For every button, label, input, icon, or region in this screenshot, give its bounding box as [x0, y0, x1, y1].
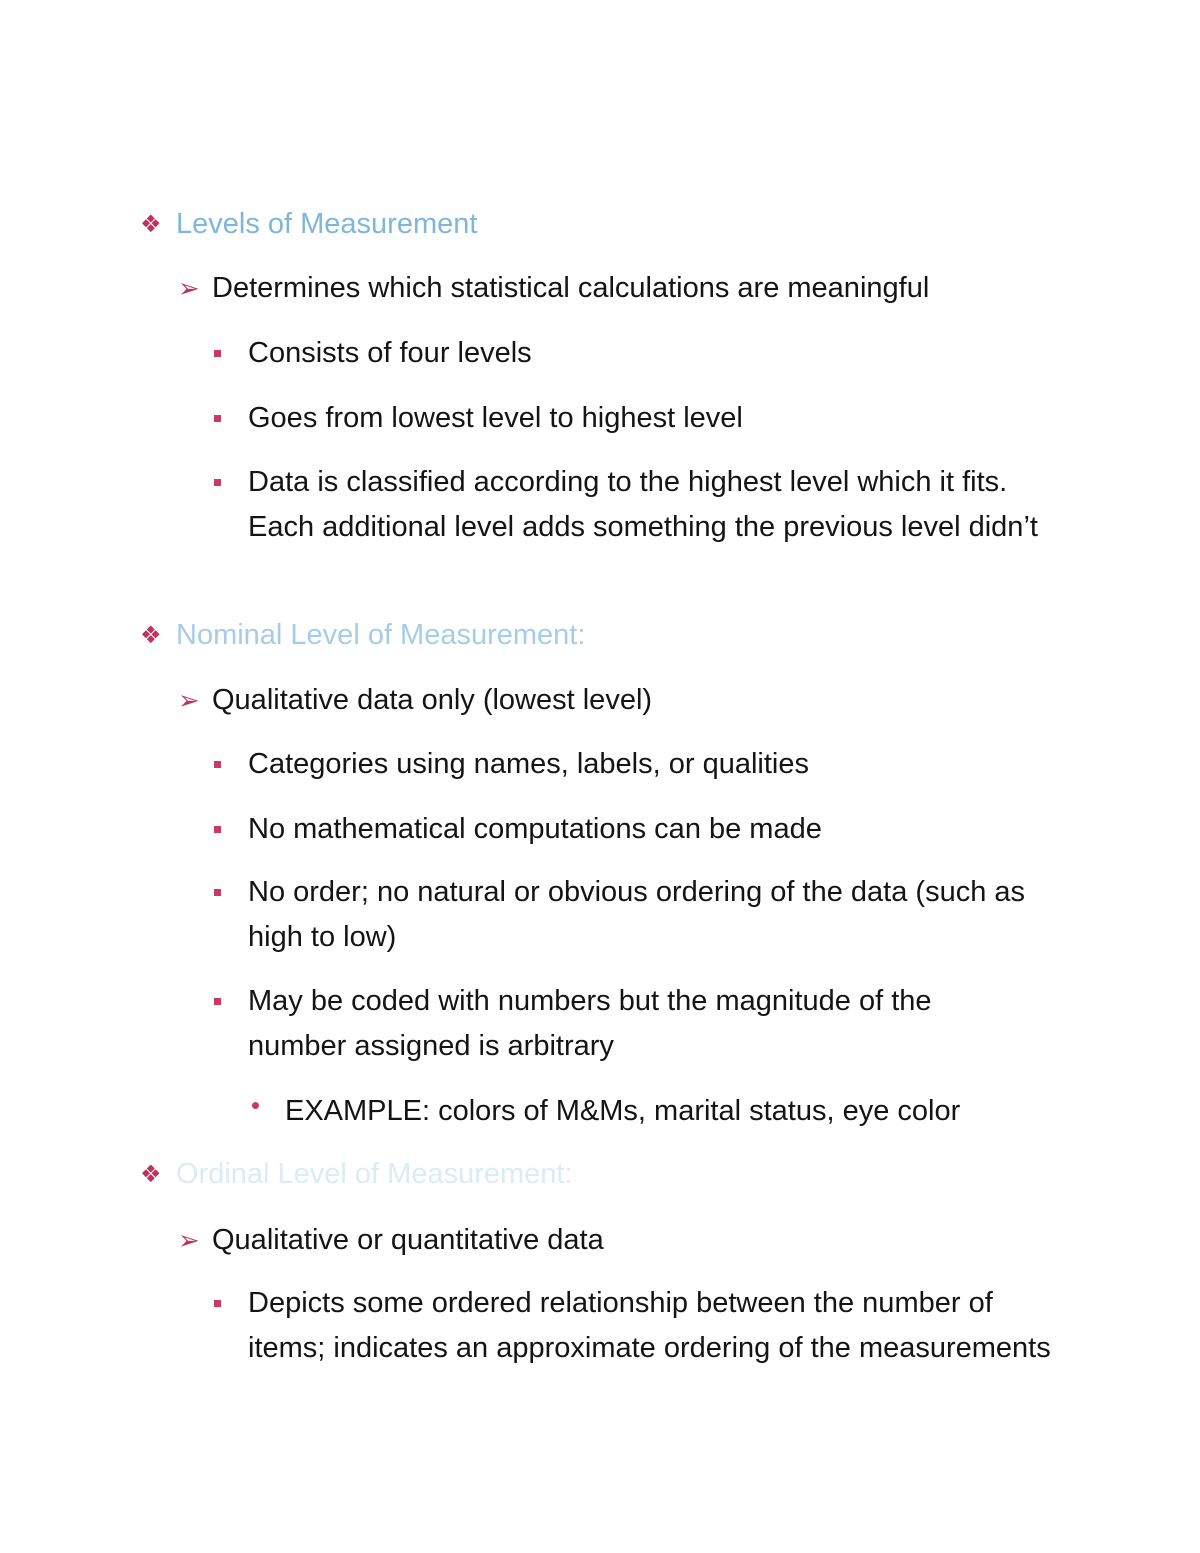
- diamond-star-icon: ❖: [140, 211, 162, 238]
- section-heading: Nominal Level of Measurement:: [176, 619, 586, 651]
- heading-row: [140, 613, 585, 658]
- square-bullet-icon: [214, 826, 221, 833]
- square-bullet-icon: [214, 350, 221, 357]
- square-bullet-icon: [214, 479, 221, 486]
- square-bullet-icon: [214, 1300, 221, 1307]
- detail-text: No order; no natural or obvious ordering of the data (such as high to low): [248, 876, 1026, 953]
- detail-item: [214, 807, 1068, 852]
- section-heading: Levels of Measurement: [176, 208, 478, 240]
- point-text: Determines which statistical calculations are meaningful: [212, 272, 930, 304]
- diamond-star-icon: ❖: [140, 1161, 162, 1188]
- detail-text: No mathematical computations can be made: [248, 813, 822, 845]
- heading-row: [140, 202, 477, 247]
- point-row: [178, 1218, 604, 1263]
- detail-text: Categories using names, labels, or qualities: [248, 748, 809, 780]
- point-text: Qualitative or quantitative data: [212, 1224, 604, 1256]
- square-bullet-icon: [214, 889, 221, 896]
- detail-item: [214, 979, 1008, 1069]
- example-item: [252, 1089, 960, 1134]
- detail-text: Consists of four levels: [248, 337, 532, 369]
- point-text: Qualitative data only (lowest level): [212, 684, 653, 716]
- detail-item: [214, 396, 1068, 441]
- square-bullet-icon: [214, 761, 221, 768]
- heading-row: [140, 1152, 573, 1197]
- detail-text: Data is classified according to the highest level which it fits. Each additional level adds something the previous level didn’t: [248, 466, 1038, 543]
- example-text: EXAMPLE: colors of M&Ms, marital status, eye color: [285, 1095, 961, 1127]
- section-heading: Ordinal Level of Measurement:: [176, 1158, 573, 1190]
- dot-bullet-icon: [252, 1102, 259, 1109]
- point-row: [178, 678, 652, 723]
- diamond-star-icon: ❖: [140, 622, 162, 649]
- arrowhead-icon: ➢: [178, 685, 200, 715]
- detail-text: Goes from lowest level to highest level: [248, 402, 743, 434]
- detail-item: [214, 870, 1068, 960]
- detail-item: [214, 331, 1068, 376]
- arrowhead-icon: ➢: [178, 1225, 200, 1255]
- detail-text: May be coded with numbers but the magnitude of the number assigned is arbitrary: [248, 985, 932, 1062]
- point-row: [178, 266, 929, 311]
- arrowhead-icon: ➢: [178, 273, 200, 303]
- detail-item: [214, 1281, 1068, 1371]
- detail-item: [214, 460, 1038, 550]
- square-bullet-icon: [214, 998, 221, 1005]
- square-bullet-icon: [214, 415, 221, 422]
- detail-item: [214, 742, 1068, 787]
- detail-text: Depicts some ordered relationship between the number of items; indicates an approximate ordering of the measurements: [248, 1287, 1051, 1364]
